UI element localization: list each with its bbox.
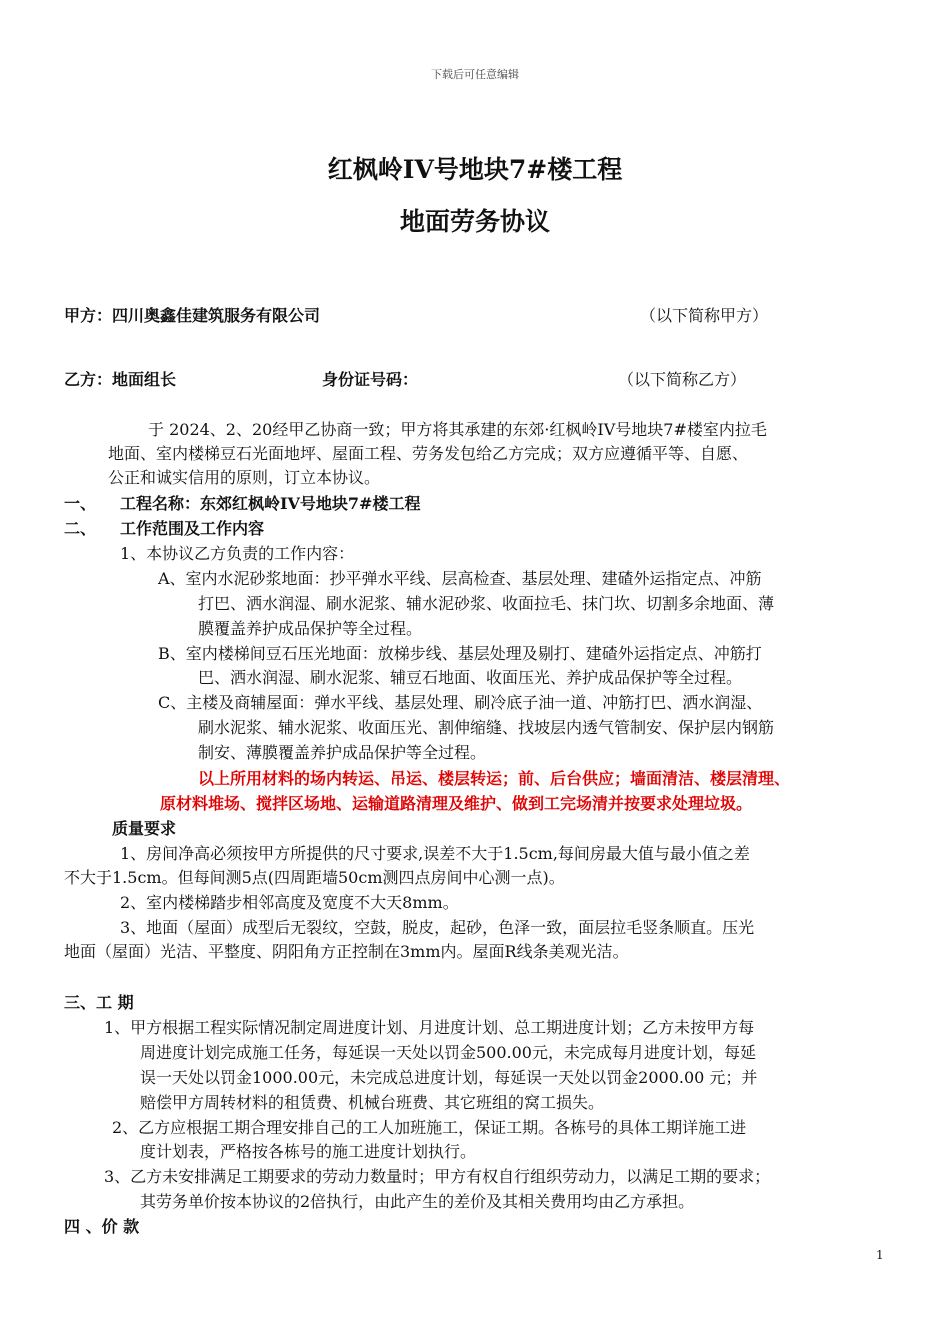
quality-line: 不大于1.5cm。但每间测5点(四周距墙50cm测四点房间中心测一点)。: [64, 868, 565, 887]
quality-line: 3、地面（屋面）成型后无裂纹，空鼓，脱皮，起砂，色泽一致，面层拉毛竖条顺直。压光: [120, 918, 755, 937]
quality-line: 地面（屋面）光洁、平整度、阴阳角方正控制在3mm内。屋面R线条美观光洁。: [64, 942, 629, 961]
item-c-line: C、主楼及商辅屋面：弹水平线、基层处理、刷冷底子油一道、冲筋打巴、洒水润湿、: [158, 693, 763, 712]
section-3-title: 三、工 期: [64, 993, 134, 1012]
section-1-text: 工程名称：东郊红枫岭IV号地块7#楼工程: [120, 494, 421, 513]
item-b-line: B、室内楼梯间豆石压光地面：放梯步线、基层处理及剔打、建碴外运指定点、冲筋打: [158, 644, 762, 663]
item-c-line: 制安、薄膜覆盖养护成品保护等全过程。: [198, 743, 487, 762]
title-line-1: 红枫岭IV号地块7#楼工程: [327, 155, 623, 184]
title-line-2: 地面劳务协议: [399, 207, 550, 236]
party-b-id-label: 身份证号码：: [322, 370, 419, 389]
quality-title: 质量要求: [112, 819, 177, 838]
page-number: 1: [876, 1248, 884, 1262]
party-a-label: 甲方：四川奥鑫佳建筑服务有限公司: [64, 306, 321, 325]
party-a-note: （以下简称甲方）: [640, 306, 769, 325]
intro-line: 公正和诚实信用的原则，订立本协议。: [108, 468, 381, 487]
schedule-p1-line: 赔偿甲方周转材料的租赁费、机械台班费、其它班组的窝工损失。: [140, 1093, 605, 1112]
section-2-text: 工作范围及工作内容: [120, 519, 265, 538]
item-a-line: 打巴、洒水润湿、刷水泥浆、辅水泥砂浆、收面拉毛、抹门坎、切割多余地面、薄: [198, 594, 775, 613]
materials-note-line: 原材料堆场、搅拌区场地、运输道路清理及维护、做到工完场清并按要求处理垃圾。: [160, 794, 753, 813]
section-4-title: 四 、价 款: [64, 1217, 140, 1236]
intro-line: 地面、室内楼梯豆石光面地坪、屋面工程、劳务发包给乙方完成；双方应遵循平等、自愿、: [108, 444, 749, 463]
party-b-label: 乙方：地面组长: [64, 370, 177, 389]
section-1-number: 一、: [64, 494, 97, 513]
item-a-line: A、室内水泥砂浆地面：抄平弹水平线、层高检查、基层处理、建碴外运指定点、冲筋: [158, 569, 762, 588]
schedule-p1-line: 误一天处以罚金1000.00元，未完成总进度计划，每延误一天处以罚金2000.00 元；并: [140, 1068, 758, 1087]
quality-line: 2、室内楼梯踏步相邻高度及宽度不大天8mm。: [120, 893, 459, 912]
schedule-p2-line: 度计划表，严格按各栋号的施工进度计划执行。: [140, 1142, 477, 1161]
item-a-line: 膜覆盖养护成品保护等全过程。: [198, 619, 423, 638]
scope-intro: 1、本协议乙方负责的工作内容：: [120, 544, 355, 563]
item-b-line: 巴、洒水润湿、刷水泥浆、辅豆石地面、收面压光、养护成品保护等全过程。: [198, 668, 743, 687]
schedule-p2-line: 2、乙方应根据工期合理安排自己的工人加班施工，保证工期。各栋号的具体工期详施工进: [112, 1118, 747, 1137]
header-note: 下载后可任意编辑: [431, 68, 519, 81]
section-2-number: 二、: [64, 519, 97, 538]
intro-line: 于 2024、2、20经甲乙协商一致；甲方将其承建的东郊·红枫岭IV号地块7#楼室内拉毛: [148, 420, 767, 439]
quality-line: 1、房间净高必须按甲方所提供的尺寸要求,误差不大于1.5cm,每间房最大值与最小值之差: [120, 844, 750, 863]
party-b-note: （以下简称乙方）: [618, 370, 747, 389]
materials-note-line: 以上所用材料的场内转运、吊运、楼层转运；前、后台供应；墙面清洁、楼层清理、: [198, 769, 791, 788]
schedule-p1-line: 周进度计划完成施工任务，每延误一天处以罚金500.00元，未完成每月进度计划，每延: [140, 1043, 756, 1062]
schedule-p3-line: 其劳务单价按本协议的2倍执行，由此产生的差价及其相关费用均由乙方承担。: [140, 1192, 695, 1211]
item-c-line: 刷水泥浆、辅水泥浆、收面压光、割伸缩缝、找坡层内透气管制安、保护层内钢筋: [198, 718, 775, 737]
schedule-p1-line: 1、甲方根据工程实际情况制定周进度计划、月进度计划、总工期进度计划；乙方未按甲方每: [104, 1018, 755, 1037]
schedule-p3-line: 3、乙方未安排满足工期要求的劳动力数量时；甲方有权自行组织劳动力，以满足工期的要求；: [104, 1167, 771, 1186]
